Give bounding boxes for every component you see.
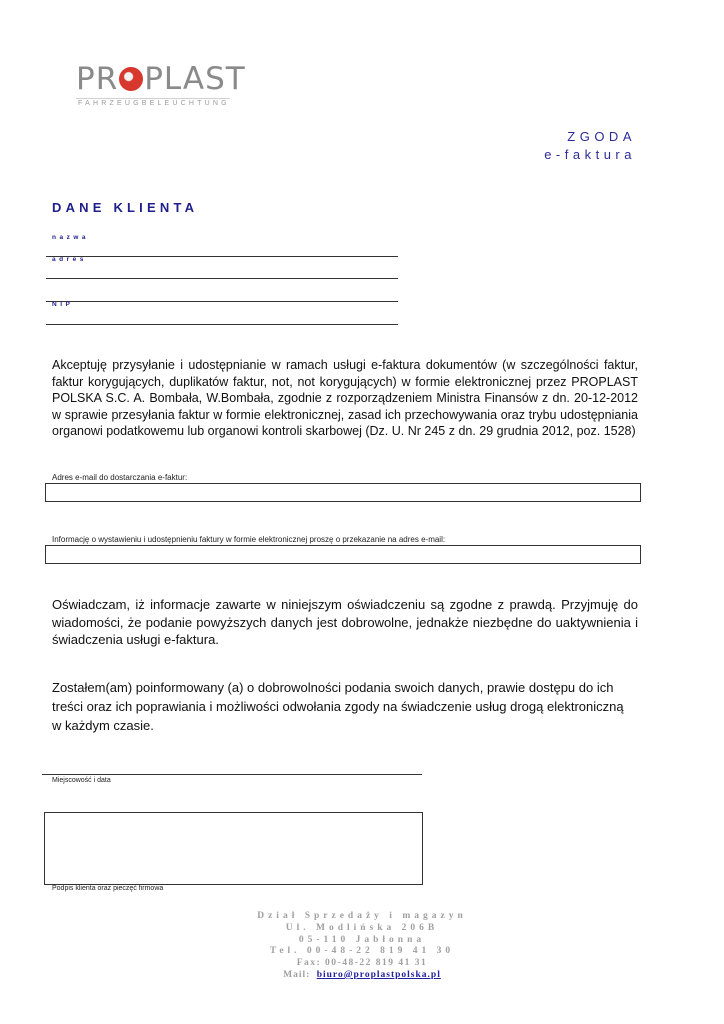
document-title <box>544 128 636 164</box>
address-field-line-1[interactable] <box>46 278 398 279</box>
nip-label: NIP <box>52 301 74 308</box>
client-section-heading: DANE KLIENTA <box>52 200 199 215</box>
name-label: nazwa <box>52 234 90 241</box>
logo-text-post: PLAST <box>144 61 246 97</box>
footer-mail <box>0 970 724 982</box>
consent-paragraph: Akceptuję przysyłanie i udostępnianie w ramach usługi e-faktura dokumentów (w szczególności faktur, faktur korygujących, duplikatów faktur, not, not korygujących) w formie elektronicznej przez PROPLAST POLSKA S.C. A. Bombała, W.Bombała, zgodnie z rozporządzeniem Ministra Finansów z dn. 20-12-2012 w sprawie przesyłania faktur w formie elektronicznej, zasad ich przechowywania oraz trybu udostępniania organowi podatkowemu lub organowi kontroli skarbowej (Dz. U. Nr 245 z dn. 29 grudnia 2012, poz. 1528) <box>52 358 638 438</box>
logo-wordmark <box>76 62 246 96</box>
footer-fax: Fax: 00-48-22 819 41 31 <box>296 958 428 969</box>
footer-mail-link[interactable]: biuro@proplastpolska.pl <box>316 969 441 980</box>
footer-phone: Tel. 00-48-22 819 41 30 <box>269 946 455 957</box>
place-date-line[interactable] <box>42 774 422 775</box>
email-invoices-label: Adres e-mail do dostarczania e-faktur: <box>52 473 188 482</box>
nip-field-line[interactable] <box>46 324 398 325</box>
name-field-line[interactable] <box>46 256 398 257</box>
footer-mail-label: Mail: <box>283 969 311 980</box>
declaration-paragraph: Oświadczam, iż informacje zawarte w niniejszym oświadczeniu są zgodne z prawdą. Przyjmuję do wiadomości, że podanie powyższych danych jest dobrowolne, jednakże niezbędne do uaktywnienia i świadczenia usługi e-faktura. <box>52 597 638 647</box>
footer-department: Dział Sprzedaży i magazyn <box>257 911 467 921</box>
logo-text-pre: PR <box>76 61 119 97</box>
address-label: adres <box>52 256 87 263</box>
email-notification-label: Informację o wystawieniu i udostępnieniu faktury w formie elektronicznej proszę o przekazanie na adres e-mail: <box>52 535 446 544</box>
place-date-label: Miejscowość i data <box>52 777 111 784</box>
logo-tagline: FAHRZEUGBELEUCHTUNG <box>78 100 230 107</box>
footer-street: Ul. Modlińska 206B <box>285 922 439 933</box>
title-line-2: e-faktura <box>544 147 636 162</box>
company-logo <box>76 62 246 107</box>
title-line-1: ZGODA <box>567 129 636 144</box>
footer-postal: 05-110 Jabłonna <box>298 934 426 945</box>
address-field-line-2[interactable] <box>46 301 398 302</box>
footer-contact <box>0 911 724 982</box>
email-notification-field[interactable] <box>45 545 641 564</box>
email-invoices-field[interactable] <box>45 483 641 502</box>
signature-label: Podpis klienta oraz pieczęć firmowa <box>52 885 164 892</box>
signature-box[interactable] <box>44 812 423 885</box>
information-paragraph: Zostałem(am) poinformowany (a) o dobrowolności podania swoich danych, prawie dostępu do ich treści oraz ich poprawiania i możliwości odwołania zgody na świadczenie usług drogą elektroniczną w każdym czasie. <box>52 680 624 733</box>
logo-o-circle-icon <box>119 67 143 91</box>
